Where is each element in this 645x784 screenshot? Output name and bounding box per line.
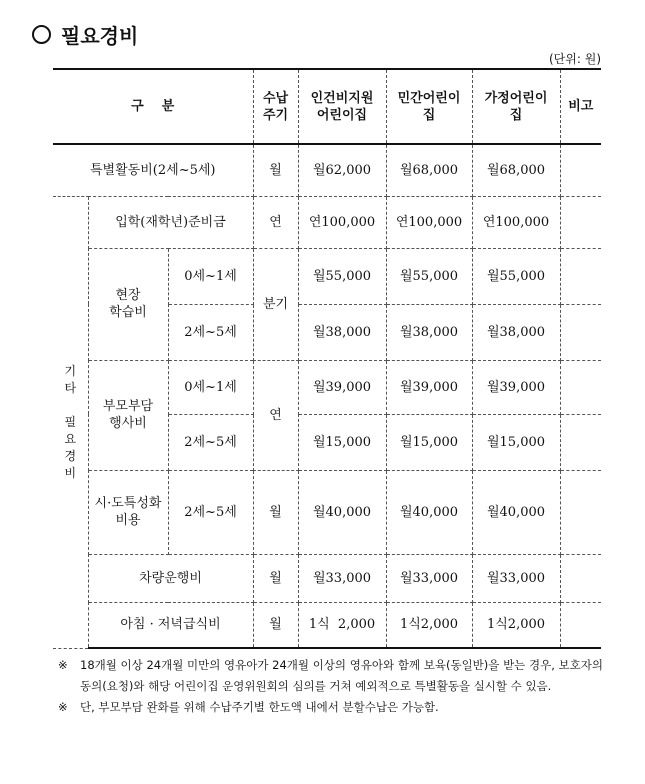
value-cell: 월15,000 bbox=[472, 414, 560, 470]
value-cell: 월33,000 bbox=[298, 554, 386, 602]
table-row bbox=[53, 196, 601, 248]
cycle-cell: 월 bbox=[253, 144, 298, 196]
row-label: 시·도특성화 비용 bbox=[88, 470, 168, 554]
cycle-cell: 연 bbox=[253, 360, 298, 470]
note-cell bbox=[560, 602, 601, 648]
value-cell: 월38,000 bbox=[298, 304, 386, 360]
value-cell: 월40,000 bbox=[298, 470, 386, 554]
row-label: 부모부담 행사비 bbox=[88, 360, 168, 470]
value-cell: 연100,000 bbox=[386, 196, 472, 248]
table-row bbox=[53, 554, 601, 602]
age-cell: 2세~5세 bbox=[168, 414, 253, 470]
reference-mark-icon: ※ bbox=[58, 658, 68, 672]
value-cell: 월55,000 bbox=[386, 248, 472, 304]
note-cell bbox=[560, 470, 601, 554]
section-title bbox=[32, 20, 138, 49]
value-cell: 월39,000 bbox=[472, 360, 560, 414]
footnote-text: 18개월 이상 24개월 미만의 영유아가 24개월 이상의 영유아와 함께 보육(동일반)을 받는 경우, 보호자의 동의(요청)와 해당 어린이집 운영위원회의 심의를 거쳐 예외적으로 특별활동을 실시할 수 있음. bbox=[80, 658, 603, 693]
cycle-cell: 분기 bbox=[253, 248, 298, 360]
note-cell bbox=[560, 196, 601, 248]
note-cell bbox=[560, 360, 601, 414]
value-cell: 월38,000 bbox=[386, 304, 472, 360]
value-cell: 월40,000 bbox=[472, 470, 560, 554]
expense-table bbox=[53, 68, 601, 649]
note-cell bbox=[560, 554, 601, 602]
footnote bbox=[58, 655, 603, 697]
row-label: 차량운행비 bbox=[88, 554, 253, 602]
note-cell bbox=[560, 248, 601, 304]
footnotes bbox=[58, 655, 603, 718]
cycle-cell: 월 bbox=[253, 470, 298, 554]
value-cell: 1식 2,000 bbox=[298, 602, 386, 648]
header-home: 가정어린이 집 bbox=[472, 69, 560, 144]
note-cell bbox=[560, 144, 601, 196]
section-title-text: 필요경비 bbox=[61, 24, 139, 48]
row-label: 아침 · 저녁급식비 bbox=[88, 602, 253, 648]
other-expenses-label: 기 타 필 요 경 비 bbox=[53, 196, 88, 648]
value-cell: 연100,000 bbox=[298, 196, 386, 248]
value-cell: 월55,000 bbox=[298, 248, 386, 304]
value-cell: 월39,000 bbox=[386, 360, 472, 414]
value-cell: 월39,000 bbox=[298, 360, 386, 414]
value-cell: 연100,000 bbox=[472, 196, 560, 248]
header-private: 민간어린이 집 bbox=[386, 69, 472, 144]
row-label: 특별활동비(2세~5세) bbox=[53, 144, 253, 196]
cycle-cell: 월 bbox=[253, 554, 298, 602]
table-row bbox=[53, 248, 601, 304]
value-cell: 월68,000 bbox=[386, 144, 472, 196]
note-cell bbox=[560, 414, 601, 470]
note-cell bbox=[560, 304, 601, 360]
unit-label: (단위: 원) bbox=[549, 52, 601, 66]
value-cell: 월62,000 bbox=[298, 144, 386, 196]
table-row bbox=[53, 470, 601, 554]
value-cell: 월33,000 bbox=[472, 554, 560, 602]
age-cell: 2세~5세 bbox=[168, 470, 253, 554]
age-cell: 2세~5세 bbox=[168, 304, 253, 360]
table-row bbox=[53, 144, 601, 196]
value-cell: 월38,000 bbox=[472, 304, 560, 360]
row-label: 현장 학습비 bbox=[88, 248, 168, 360]
header-note: 비고 bbox=[560, 69, 601, 144]
value-cell: 월68,000 bbox=[472, 144, 560, 196]
table-row bbox=[53, 360, 601, 414]
footnote-text: 단, 부모부담 완화를 위해 수납주기별 한도액 내에서 분할수납은 가능함. bbox=[80, 700, 439, 714]
age-cell: 0세~1세 bbox=[168, 248, 253, 304]
circle-bullet-icon bbox=[32, 25, 51, 44]
value-cell: 1식2,000 bbox=[472, 602, 560, 648]
value-cell: 월33,000 bbox=[386, 554, 472, 602]
cycle-cell: 연 bbox=[253, 196, 298, 248]
value-cell: 월15,000 bbox=[386, 414, 472, 470]
value-cell: 1식2,000 bbox=[386, 602, 472, 648]
table-row bbox=[53, 602, 601, 648]
header-category: 구 분 bbox=[53, 69, 253, 144]
header-cycle: 수납 주기 bbox=[253, 69, 298, 144]
cycle-cell: 월 bbox=[253, 602, 298, 648]
row-label: 입학(재학년)준비금 bbox=[88, 196, 253, 248]
value-cell: 월40,000 bbox=[386, 470, 472, 554]
age-cell: 0세~1세 bbox=[168, 360, 253, 414]
reference-mark-icon: ※ bbox=[58, 700, 68, 714]
value-cell: 월15,000 bbox=[298, 414, 386, 470]
value-cell: 월55,000 bbox=[472, 248, 560, 304]
footnote bbox=[58, 697, 603, 718]
header-public: 인건비지원 어린이집 bbox=[298, 69, 386, 144]
